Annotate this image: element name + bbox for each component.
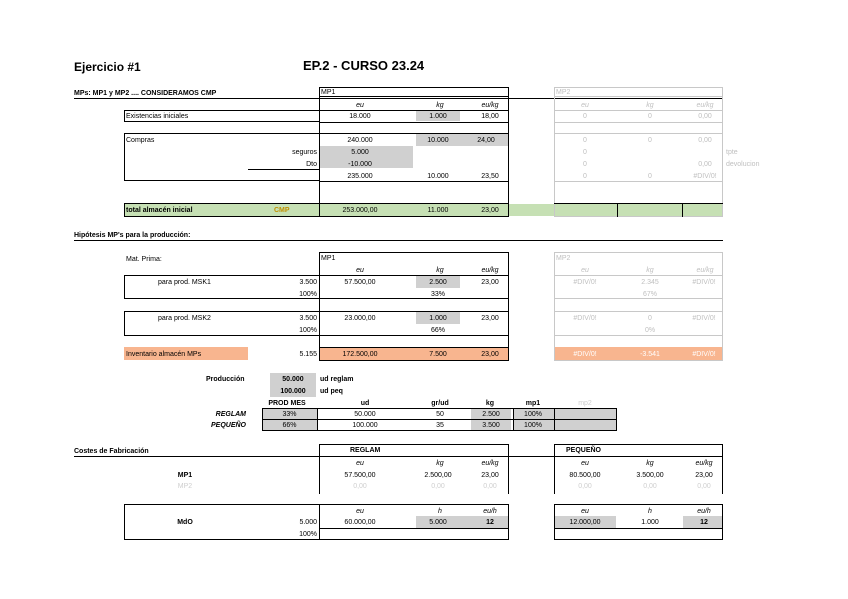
mp2-exist-eukg: 0,00 [698, 113, 712, 120]
section2-title: Hipótesis MP's para la producción: [74, 232, 191, 239]
exist-kg: 1.000 [429, 113, 447, 120]
side-devolucion: devolucion [726, 161, 760, 168]
compras-eukg: 24,00 [477, 137, 495, 144]
msk1-label: para prod. MSK1 [158, 279, 211, 286]
msk2-label: para prod. MSK2 [158, 315, 211, 322]
seguros-label: seguros [292, 149, 317, 156]
cmp-label: CMP [274, 207, 290, 214]
course-title: EP.2 - CURSO 23.24 [303, 58, 425, 73]
col-kg: kg [436, 102, 444, 109]
prod-row-pequeno: PEQUEÑO [210, 422, 246, 429]
col-eu: eu [356, 102, 364, 109]
compras-kg: 10.000 [427, 137, 449, 144]
mat-prima-label: Mat. Prima: [126, 256, 162, 263]
exist-eukg: 18,00 [481, 113, 499, 120]
total-kg: 11.000 [427, 207, 449, 214]
mp2-row-label: MP2 [177, 483, 193, 490]
sub-eukg: 23,50 [481, 173, 499, 180]
pequeno-label: PEQUEÑO [566, 447, 602, 454]
produccion-label: Producción [206, 376, 245, 383]
compras-eu: 240.000 [347, 137, 373, 144]
exercise-title: Ejercicio #1 [74, 60, 141, 74]
prod-row-reglam: REGLAM [215, 411, 246, 418]
total-eukg: 23,00 [481, 207, 499, 214]
seguros-eu: 5.000 [351, 149, 369, 156]
dto-label: Dto [306, 161, 317, 168]
compras-label: Compras [126, 137, 155, 144]
inv-label: Inventario almacén MPs [126, 351, 202, 358]
mdo-label: MdO [177, 519, 193, 526]
section1-title: MPs: MP1 y MP2 .... CONSIDERAMOS CMP [74, 90, 217, 97]
mp2-label: MP2 [556, 89, 571, 96]
col-eukg: eu/kg [481, 102, 499, 109]
sub-kg: 10.000 [427, 173, 449, 180]
mp2-exist-kg: 0 [648, 113, 652, 120]
dto-eu: -10.000 [348, 161, 372, 168]
side-tpte: tpte [726, 149, 738, 156]
exist-eu: 18.000 [349, 113, 371, 120]
reglam-label: REGLAM [350, 447, 381, 454]
section3-title: Costes de Fabricación [74, 448, 149, 455]
total-label: total almacén inicial [126, 207, 193, 214]
sub-eu: 235.000 [347, 173, 373, 180]
exist-label: Existencias iniciales [126, 113, 189, 120]
mp1-label: MP1 [321, 89, 336, 96]
mp2-exist-eu: 0 [583, 113, 587, 120]
total-eu: 253.000,00 [342, 207, 378, 214]
mp1-row-label: MP1 [177, 472, 193, 479]
